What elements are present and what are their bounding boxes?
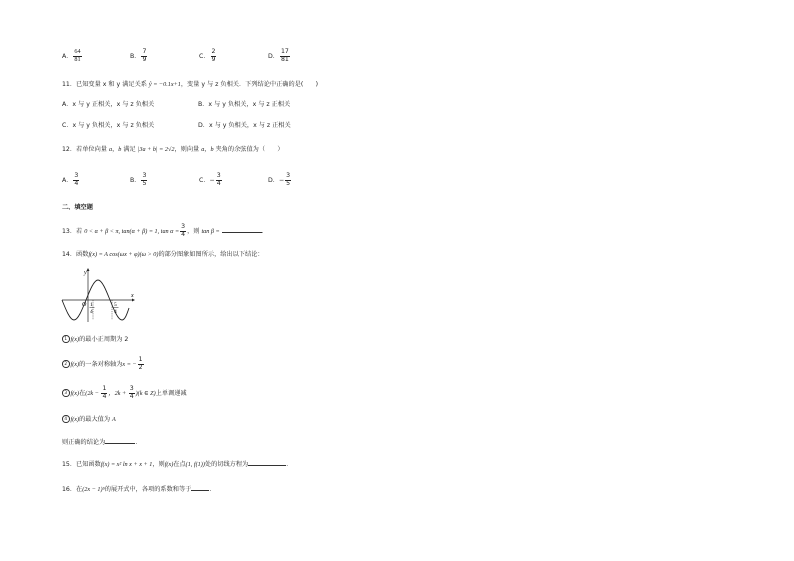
q16-answer-blank[interactable] [191,484,209,491]
q13-answer-blank[interactable] [222,226,262,233]
y-label: y [84,270,87,276]
q12-option-a: A． $\frac{3}{4}$ [62,172,79,188]
q13-stem: 13．若 0 < α + β < π, tan(α + β) = 1, tan α = $\frac{3}{4}$ ，则 tan β = ． [62,223,268,239]
q10-option-a: A． $\frac{64}{81}$ [62,48,81,64]
q11-option-b: B．x 与 y 负相关，x 与 z 正相关 [198,101,291,108]
x-label: x [131,293,134,299]
q16-stem: 16．在(2x − 1)⁵的展开式中，各项的系数和等于 ． [62,486,216,493]
q12-option-c: C．− $\frac{3}{4}$ [199,172,221,188]
q11-option-a: A．x 与 y 正相关，x 与 z 负相关 [62,101,155,108]
tick2-den: 4 [114,309,117,315]
tick2-num: 5 [114,302,117,308]
q14-answer-blank[interactable] [105,437,135,444]
q12-option-d: D．− $\frac{3}{5}$ [268,172,291,188]
tick1-num: 1 [90,302,93,308]
q12-option-b: B． $\frac{3}{5}$ [130,172,147,188]
q14-item-1: 1 f(x)的最小正周期为 2 [62,335,128,343]
q10-option-d: D． $\frac{17}{81}$ [268,48,289,64]
tick1-den: 4 [90,309,93,315]
q11-option-d: D．x 与 y 负相关，x 与 z 正相关 [198,122,291,129]
q14-stem: 14．函数f(x) = A cos(ωx + φ)(ω > 0)的部分图象如图所示，给出以下结论： [62,251,264,258]
q10-option-c: C． $\frac{2}{9}$ [199,48,216,64]
q10-option-b: B． $\frac{7}{9}$ [130,48,147,64]
q14-conclusion: 则正确的结论为 ． [62,439,142,446]
q11-stem: 11．已知变量 x 和 y 满足关系 ŷ = −0.1x+1，变量 y 与 z 负相关．下列结论中正确的是( ) [62,81,319,88]
q14-item-2: 2 f(x)的一条对称轴为x = − $\frac{1}{2}$ [62,357,145,371]
q14-graph [60,266,140,324]
q15-stem: 15．已知函数f(x) = x² ln x + x + 1，则f(x)在点(1, f(1))处的切线方程为 ． [62,461,293,468]
q11-option-c: C．x 与 y 负相关，x 与 z 负相关 [62,122,155,129]
section-title: 二、填空题 [62,204,93,211]
q12-stem: 12．若单位向量 a，b 满足 |3a + b| = 2√2，则向量 a，b 夹角的余弦值为（ ） [62,146,284,153]
y-axis-arrow [87,268,90,271]
q14-item-4: 4 f(x)的最大值为 A [62,415,116,423]
q14-item-3: 3 f(x)在(2k − $\frac{1}{4}$ ，2k + $\frac{3}{4}$ )(k ∈ Z)上单调递减 [62,386,187,400]
q15-answer-blank[interactable] [248,459,286,466]
origin-label: O [82,302,87,308]
